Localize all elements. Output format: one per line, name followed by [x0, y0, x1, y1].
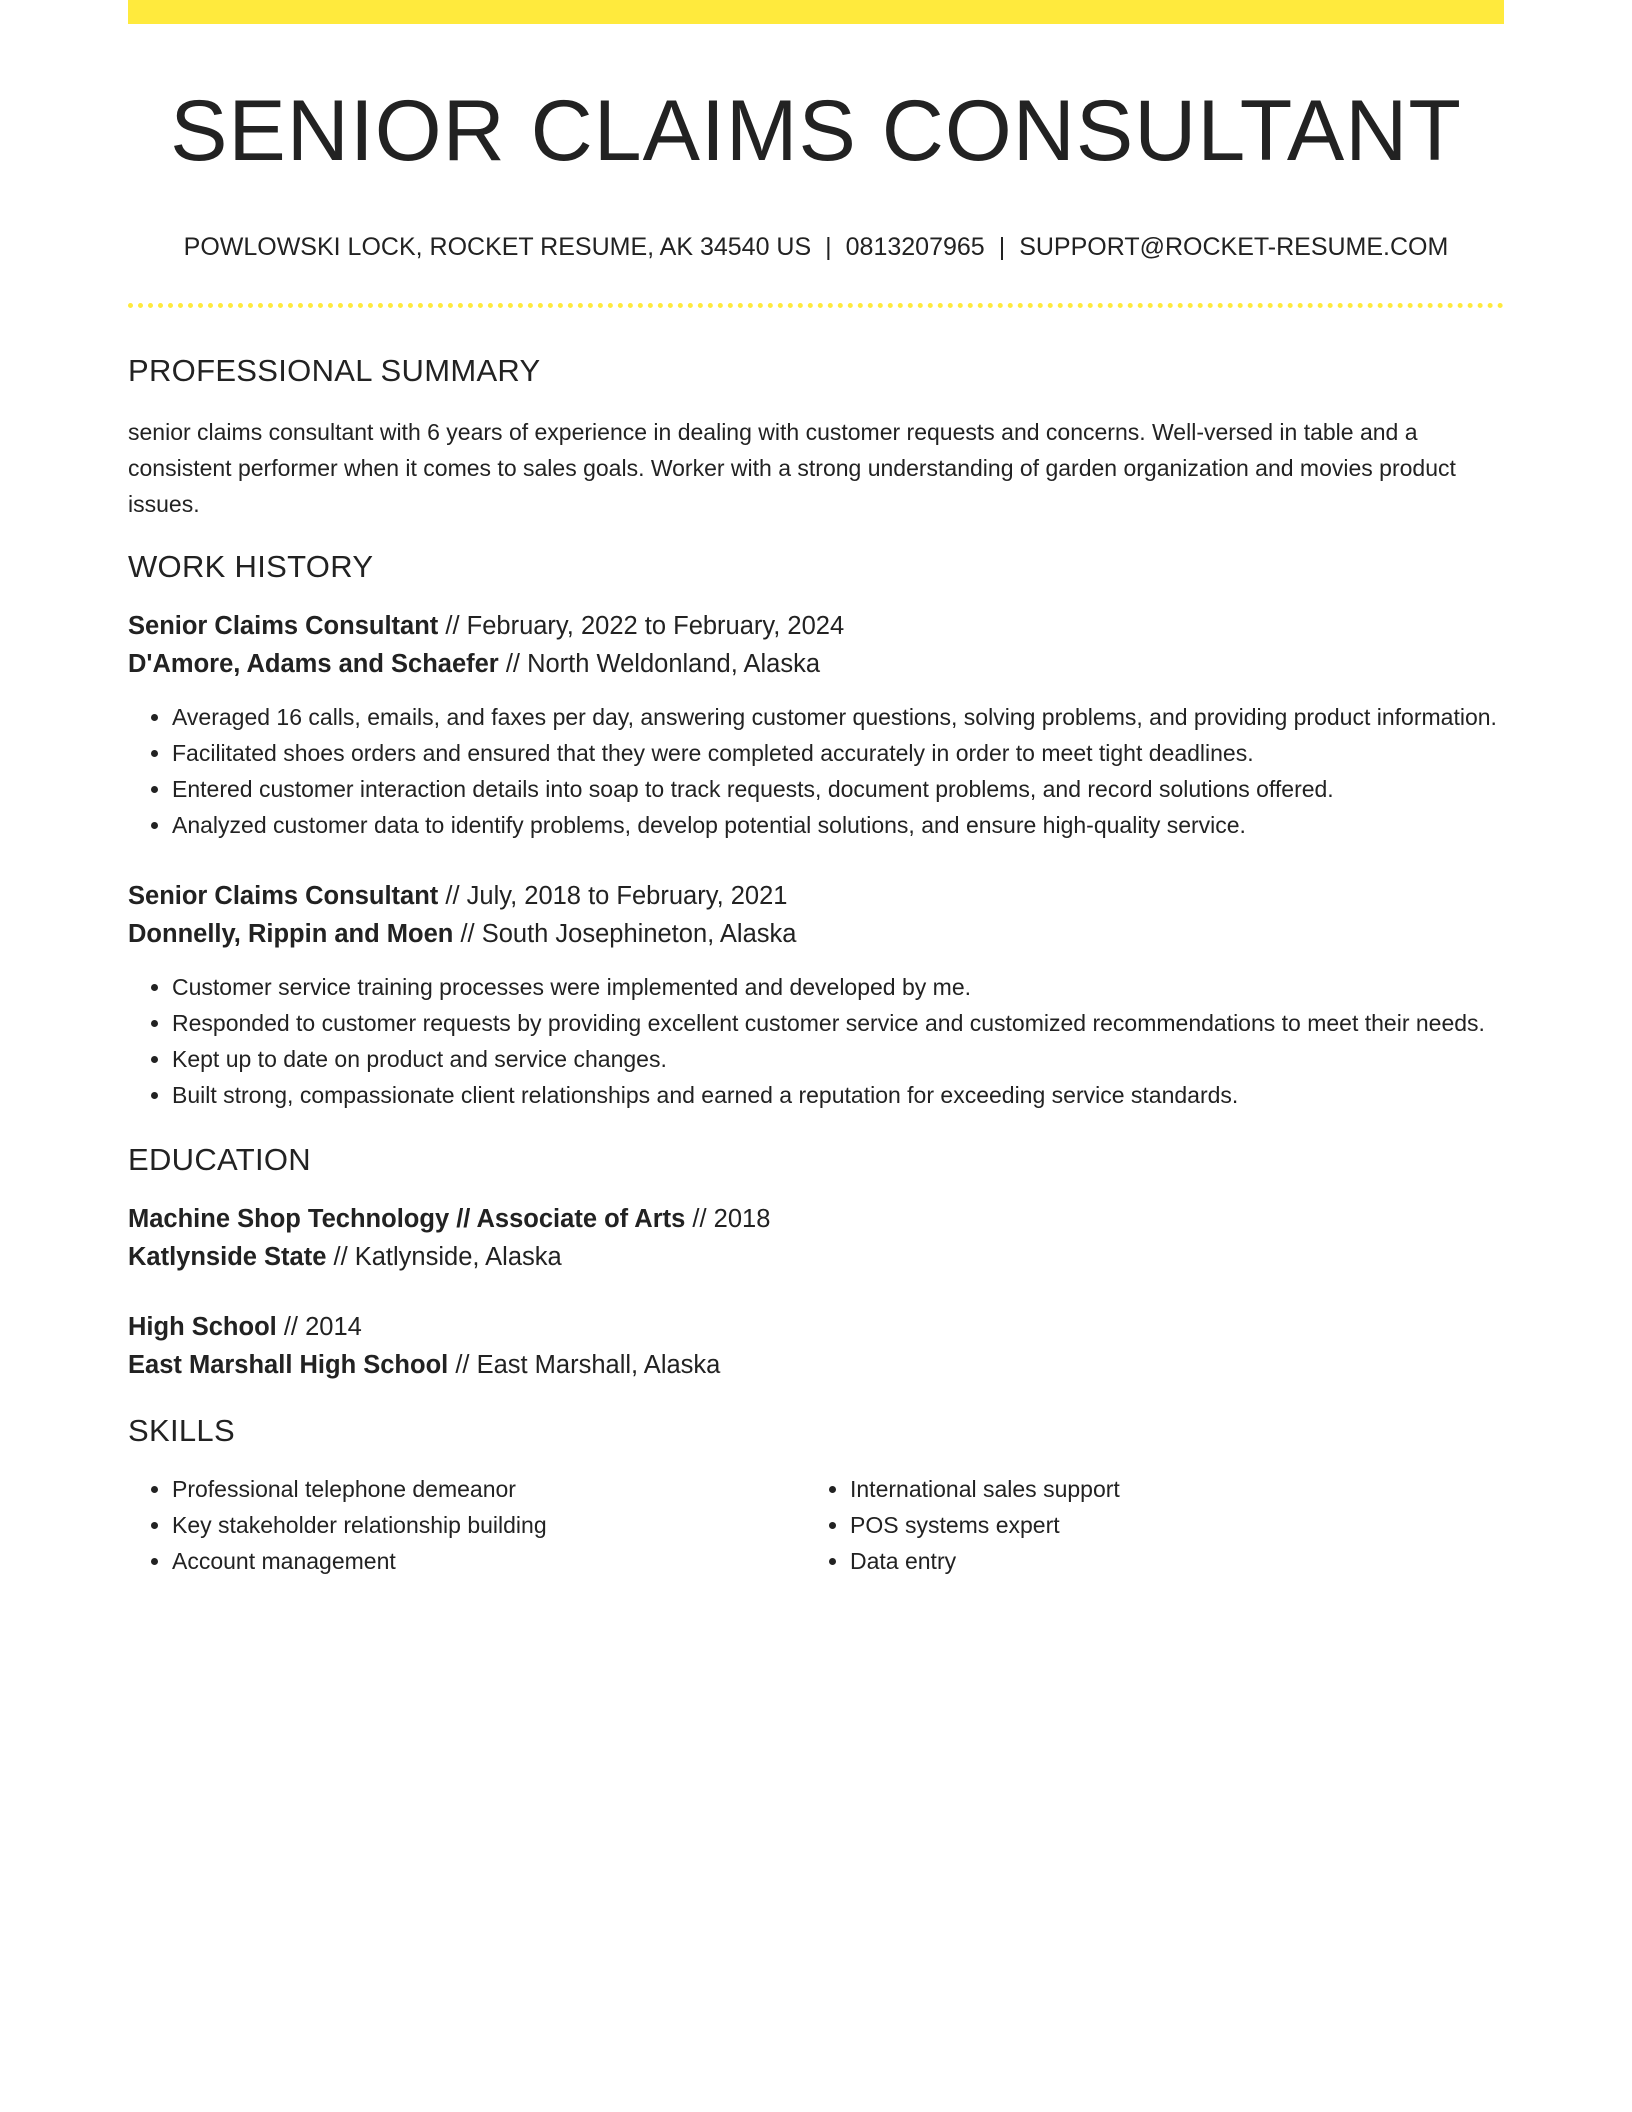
skill-item: • Data entry	[850, 1543, 1484, 1579]
education-degree: High School	[128, 1312, 277, 1341]
education-degree-line	[128, 1200, 1504, 1238]
skill-item: • Key stakeholder relationship building	[172, 1507, 806, 1543]
header-divider	[128, 303, 1504, 308]
education-location: // East Marshall, Alaska	[448, 1350, 721, 1379]
contact-email: SUPPORT@ROCKET-RESUME.COM	[1019, 232, 1449, 261]
job-company: Donnelly, Rippin and Moen	[128, 919, 454, 948]
resume-page	[128, 0, 1504, 1579]
education-degree: Machine Shop Technology // Associate of Arts	[128, 1204, 686, 1233]
skills-column-left	[128, 1471, 806, 1579]
resume-title: SENIOR CLAIMS CONSULTANT	[170, 83, 1462, 179]
job-title-line	[128, 877, 1504, 915]
skill-item: • International sales support	[850, 1471, 1484, 1507]
skill-item: • Account management	[172, 1543, 806, 1579]
job-bullet: • Averaged 16 calls, emails, and faxes per day, answering customer questions, solving problems, and providing product information.	[172, 699, 1504, 735]
skills-column-right	[806, 1471, 1484, 1579]
job-bullets	[128, 969, 1504, 1113]
contact-separator: |	[998, 232, 1006, 261]
job-company-line	[128, 915, 1504, 953]
job-title-line	[128, 607, 1504, 645]
job-entry	[128, 607, 1504, 843]
summary-heading: PROFESSIONAL SUMMARY	[128, 353, 541, 389]
education-location: // Katlynside, Alaska	[326, 1242, 562, 1271]
skills-list	[128, 1471, 1504, 1579]
job-location: // South Josephineton, Alaska	[453, 919, 797, 948]
job-company: D'Amore, Adams and Schaefer	[128, 649, 499, 678]
job-entry	[128, 877, 1504, 1113]
job-dates: // February, 2022 to February, 2024	[438, 611, 845, 640]
education-heading: EDUCATION	[128, 1141, 311, 1177]
contact-phone: 0813207965	[845, 232, 985, 261]
summary-text: senior claims consultant with 6 years of experience in dealing with customer requests and concerns. Well-versed in table and a consistent performer when it comes to sales goals. Worker with a strong understanding of garden organization and movies product issues.	[128, 418, 1456, 517]
contact-address: POWLOWSKI LOCK, ROCKET RESUME, AK 34540 US	[183, 232, 812, 261]
job-title: Senior Claims Consultant	[128, 611, 439, 640]
education-school: Katlynside State	[128, 1242, 327, 1271]
skill-item: • Professional telephone demeanor	[172, 1471, 806, 1507]
job-bullet: • Facilitated shoes orders and ensured that they were completed accurately in order to meet tight deadlines.	[172, 735, 1504, 771]
education-year: // 2018	[685, 1204, 771, 1233]
job-title: Senior Claims Consultant	[128, 881, 439, 910]
job-bullet: • Built strong, compassionate client relationships and earned a reputation for exceeding service standards.	[172, 1077, 1504, 1113]
contact-separator: |	[825, 232, 832, 261]
education-school: East Marshall High School	[128, 1350, 449, 1379]
job-location: // North Weldonland, Alaska	[498, 649, 821, 678]
education-year: // 2014	[276, 1312, 362, 1341]
job-bullet: • Entered customer interaction details into soap to track requests, document problems, and record solutions offered.	[172, 771, 1504, 807]
job-bullet: • Customer service training processes were implemented and developed by me.	[172, 969, 1504, 1005]
job-dates: // July, 2018 to February, 2021	[438, 881, 788, 910]
job-bullet: • Analyzed customer data to identify problems, develop potential solutions, and ensure high-quality service.	[172, 807, 1504, 843]
job-bullets	[128, 699, 1504, 843]
skill-item: • POS systems expert	[850, 1507, 1484, 1543]
education-school-line	[128, 1346, 1504, 1384]
job-company-line	[128, 645, 1504, 683]
job-bullet: • Responded to customer requests by providing excellent customer service and customized recommendations to meet their needs.	[172, 1005, 1504, 1041]
education-entry	[128, 1308, 1504, 1384]
education-entry	[128, 1200, 1504, 1276]
job-bullet: • Kept up to date on product and service changes.	[172, 1041, 1504, 1077]
accent-bar	[128, 0, 1504, 24]
contact-line	[128, 231, 1504, 264]
education-degree-line	[128, 1308, 1504, 1346]
education-school-line	[128, 1238, 1504, 1276]
skills-heading: SKILLS	[128, 1412, 235, 1448]
work-history-heading: WORK HISTORY	[128, 548, 374, 584]
